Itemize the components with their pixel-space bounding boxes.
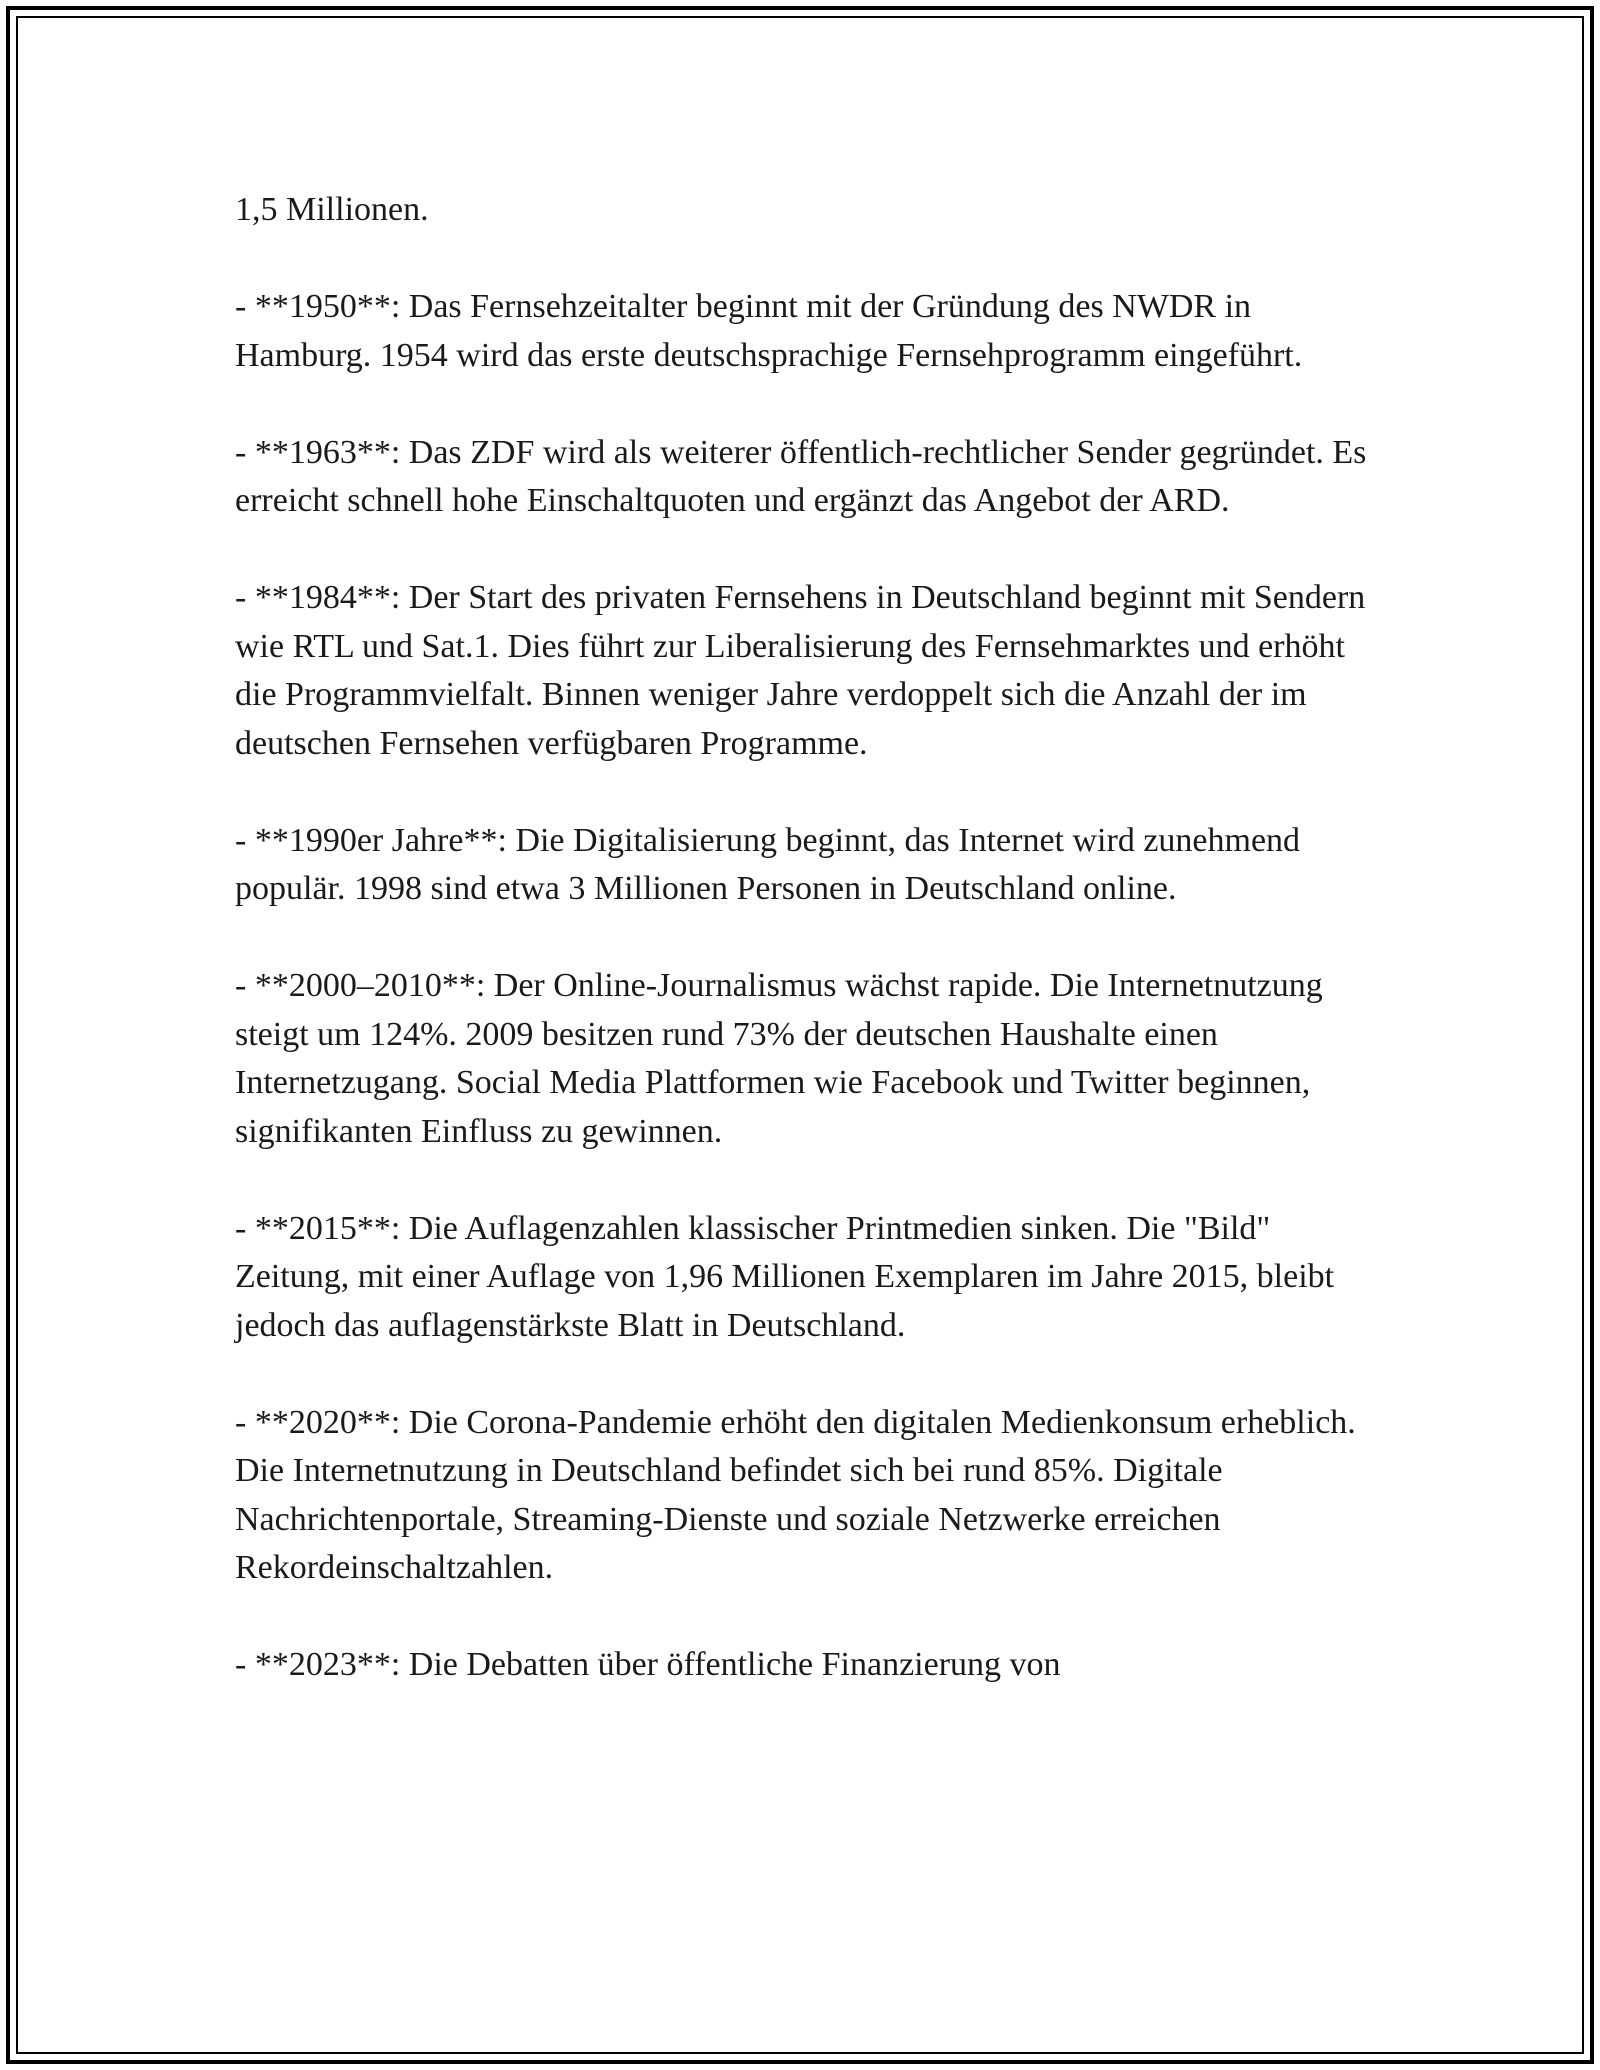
paragraph-2023: - **2023**: Die Debatten über öffentliche Finanzierung von bbox=[235, 1646, 1061, 1683]
document-body bbox=[235, 186, 1375, 1690]
paragraph-2020: - **2020**: Die Corona-Pandemie erhöht den digitalen Medienkonsum erheblich. Die Internetnutzung in Deutschland befindet sich bei rund 85%. Digitale Nachrichtenportale, Streaming-Dienste und soziale Netzwerke erreichen Rekordeinschaltzahlen. bbox=[235, 1403, 1356, 1586]
paragraph-1950: - **1950**: Das Fernsehzeitalter beginnt mit der Gründung des NWDR in Hamburg. 1954 wird das erste deutschsprachige Fernsehprogramm eingeführt. bbox=[235, 288, 1303, 374]
paragraph-2000-2010: - **2000–2010**: Der Online-Journalismus wächst rapide. Die Internetnutzung steigt um 124%. 2009 besitzen rund 73% der deutschen Haushalte einen Internetzugang. Social Media Plattformen wie Facebook und Twitter beginnen, signifikanten Einfluss zu gewinnen. bbox=[235, 967, 1323, 1150]
paragraph-2015: - **2015**: Die Auflagenzahlen klassischer Printmedien sinken. Die "Bild" Zeitung, mit einer Auflage von 1,96 Millionen Exemplaren im Jahre 2015, bleibt jedoch das auflagenstärkste Blatt in Deutschland. bbox=[235, 1209, 1335, 1344]
paragraph-1963: - **1963**: Das ZDF wird als weiterer öffentlich-rechtlicher Sender gegründet. Es erreicht schnell hohe Einschaltquoten und ergänzt das Angebot der ARD. bbox=[235, 433, 1367, 519]
paragraph-1990s: - **1990er Jahre**: Die Digitalisierung beginnt, das Internet wird zunehmend populär. 1998 sind etwa 3 Millionen Personen in Deutschland online. bbox=[235, 821, 1301, 907]
paragraph-continuation: 1,5 Millionen. bbox=[235, 191, 429, 228]
paragraph-1984: - **1984**: Der Start des privaten Fernsehens in Deutschland beginnt mit Sendern wie RTL und Sat.1. Dies führt zur Liberalisierung des Fernsehmarktes und erhöht die Programmvielfalt. Binnen weniger Jahre verdoppelt sich die Anzahl der im deutschen Fernsehen verfügbaren Programme. bbox=[235, 579, 1366, 762]
